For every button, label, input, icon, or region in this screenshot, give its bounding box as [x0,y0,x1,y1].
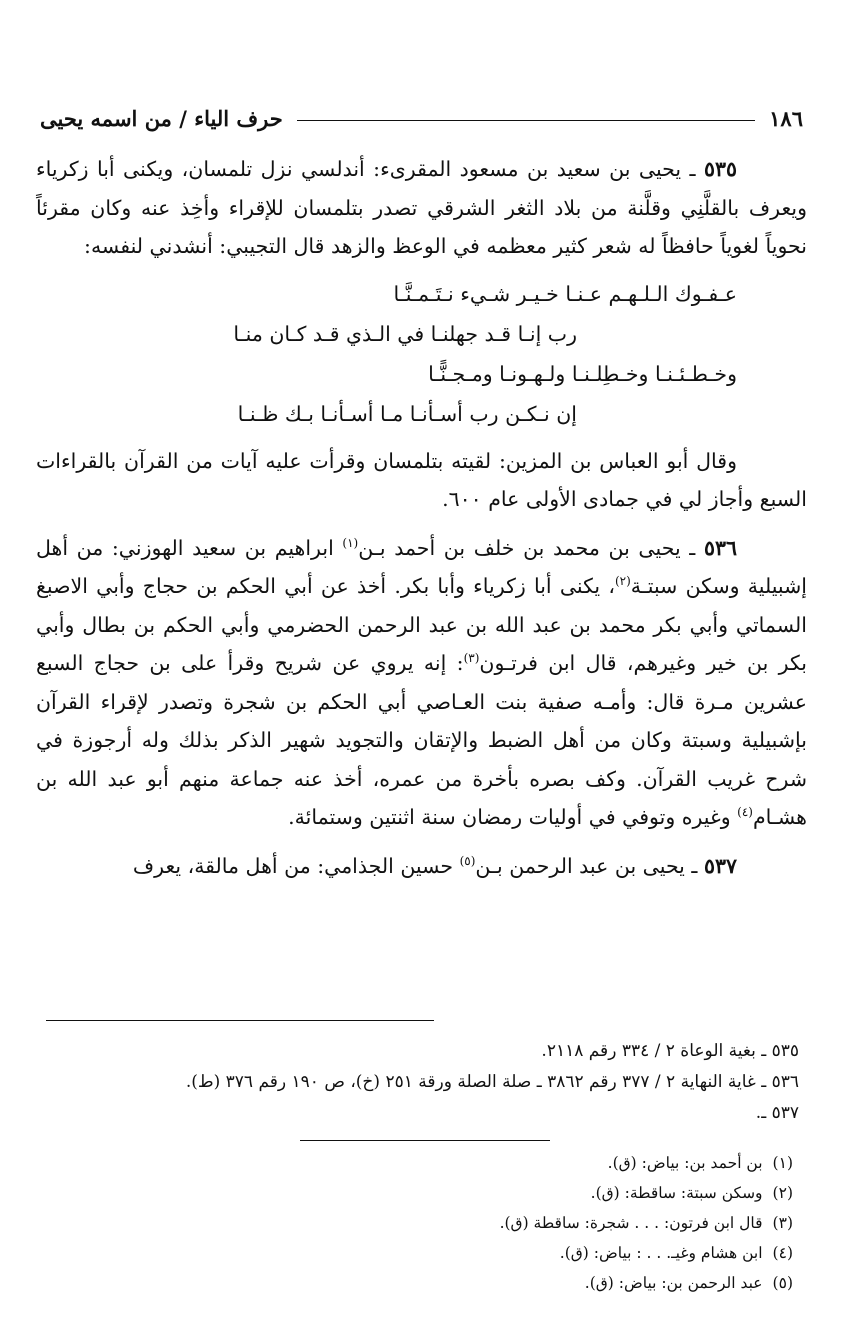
footnote-text: بن أحمد بن: بياض: (ق). [607,1154,763,1172]
entry-535-continuation: وقال أبو العباس بن المزين: لقيته بتلمسان وقرأت عليه آيات من القرآن بالقراءات السبع وأجاز لي في جمادى الأولى عام ٦٠٠. [36,448,807,511]
footnote [293,1238,793,1268]
footnote-number: (٥) [772,1274,793,1292]
verse-line: عـفـوك الـلـهـم عـنـا خـيـر شـيء نـتَـمـنَّـا [393,281,737,306]
header-rule [297,120,755,121]
entry-535 [36,150,807,266]
main-text [36,150,807,885]
verse-line: رب إنـا قـد جهلنـا في الـذي قـد كـان منـا [233,321,577,346]
entry-text: : إنه يروي عن شريح وقرأ على بن حجاج السبع عشرين مـرة قال: وأمـه صفية بنت العـاصي أبي الحكم بن شجرة وتصدر لإقراء القرآن بإشبيلية وسبتة وكان من أهل الضبط والإتقان والتجويد شهير الذكر بذلك وله أرجوزة في شرح غريب القرآن. وكف بصره بأخرة من عمره، أخذ عنه جماعة منهم أبو عبد الله بن هشـام [36,651,807,829]
footnote-marker[interactable]: (٥) [459,853,476,868]
footnote-text: قال ابن فرتون: . . . شجرة: ساقطة (ق). [499,1214,763,1232]
poem [36,274,807,434]
chapter-title: حرف الياء / من اسمه يحيى [40,105,283,131]
entry-text: ـ يحيى بن عبد الرحمن بـن [475,853,698,878]
entry-number: ٥٣٧ [703,853,737,878]
entry-text: ـ يحيى بن محمد بن خلف بن أحمد بـن [358,535,696,560]
entry-536 [36,529,807,837]
footnote-number: (٤) [772,1244,793,1262]
footnote [293,1268,793,1298]
entry-text: حسين الجذامي: من أهل مالقة، يعرف [132,853,460,878]
footnote-marker[interactable]: (٢) [614,574,631,589]
reference-line: ٥٣٧ ـ. [755,1103,799,1123]
footnote-number: (١) [772,1154,793,1172]
footnote-text: ابن هشام وغيـ. . . : بياض: (ق). [559,1244,763,1262]
entry-text: وغيره وتوفي في أوليات رمضان سنة اثنتين وستمائة. [288,805,738,829]
entry-number: ٥٣٥ [703,157,737,181]
footnote-marker[interactable]: (٣) [463,651,480,666]
verse-line: إن نـكـن رب أسـأنـا مـا أسـأنـا بـك ظـنـا [237,401,577,426]
entry-text: ـ يحيى بن سعيد بن مسعود المقرىء: أندلسي نزل تلمسان، ويكنى أبا زكرياء ويعرف بالقلَّنِي وقلَّنة من بلاد الثغر الشرقي تصدر بتلمسان للإقراء وأخِذ عنه وكان مقرئاً نحوياً لغوياً حافظاً له شعر كثير معظمه في الوعظ والزهد قال التجيبي: أنشدني لنفسه: [36,157,807,258]
reference-line: ٥٣٦ ـ غاية النهاية ٢ / ٣٧٧ رقم ٣٨٦٢ ـ صلة الصلة ورقة ٢٥١ (خ)، ص ١٩٠ رقم ٣٧٦ (ط). [185,1072,799,1092]
entry-number: ٥٣٦ [703,535,737,560]
entry-537 [36,847,807,886]
footnote [293,1208,793,1238]
reference-line: ٥٣٥ ـ بغية الوعاة ٢ / ٣٣٤ رقم ٢١١٨. [541,1041,799,1061]
entry-text: ابراهيم بن سعيد الهوزني: من أهل إشبيلية وسكن سبتـة [36,535,807,598]
references-rule [46,1020,434,1021]
footnote-marker[interactable]: (٤) [737,805,753,820]
source-references [36,1036,799,1129]
footnotes-rule [300,1140,550,1141]
entry-text: ، يكنى أبا زكرياء وأبا بكر. أخذ عن أبي الحكم بن حجاج وأبي الاصبغ السماتي وأبي بكر محمد بن عبد الله بن عبد الرحمن الحضرمي وأبي الحكم بن بطال وأبي بكر بن خير وغيرهم، قال ابن فرتـون [36,574,807,675]
footnote [293,1148,793,1178]
verse-line: وخـطـئـنـا وخـطِلـنـا ولـهـونـا ومـجـنًّـا [428,361,737,386]
footnote [293,1178,793,1208]
footnote-number: (٢) [772,1184,793,1202]
footnote-number: (٣) [772,1214,793,1232]
footnote-text: عبد الرحمن بن: بياض: (ق). [584,1274,763,1292]
page-number: ١٨٦ [769,105,803,131]
footnotes [293,1148,793,1298]
footnote-text: وسكن سبتة: ساقطة: (ق). [590,1184,763,1202]
footnote-marker[interactable]: (١) [342,535,359,550]
running-header [40,100,803,136]
